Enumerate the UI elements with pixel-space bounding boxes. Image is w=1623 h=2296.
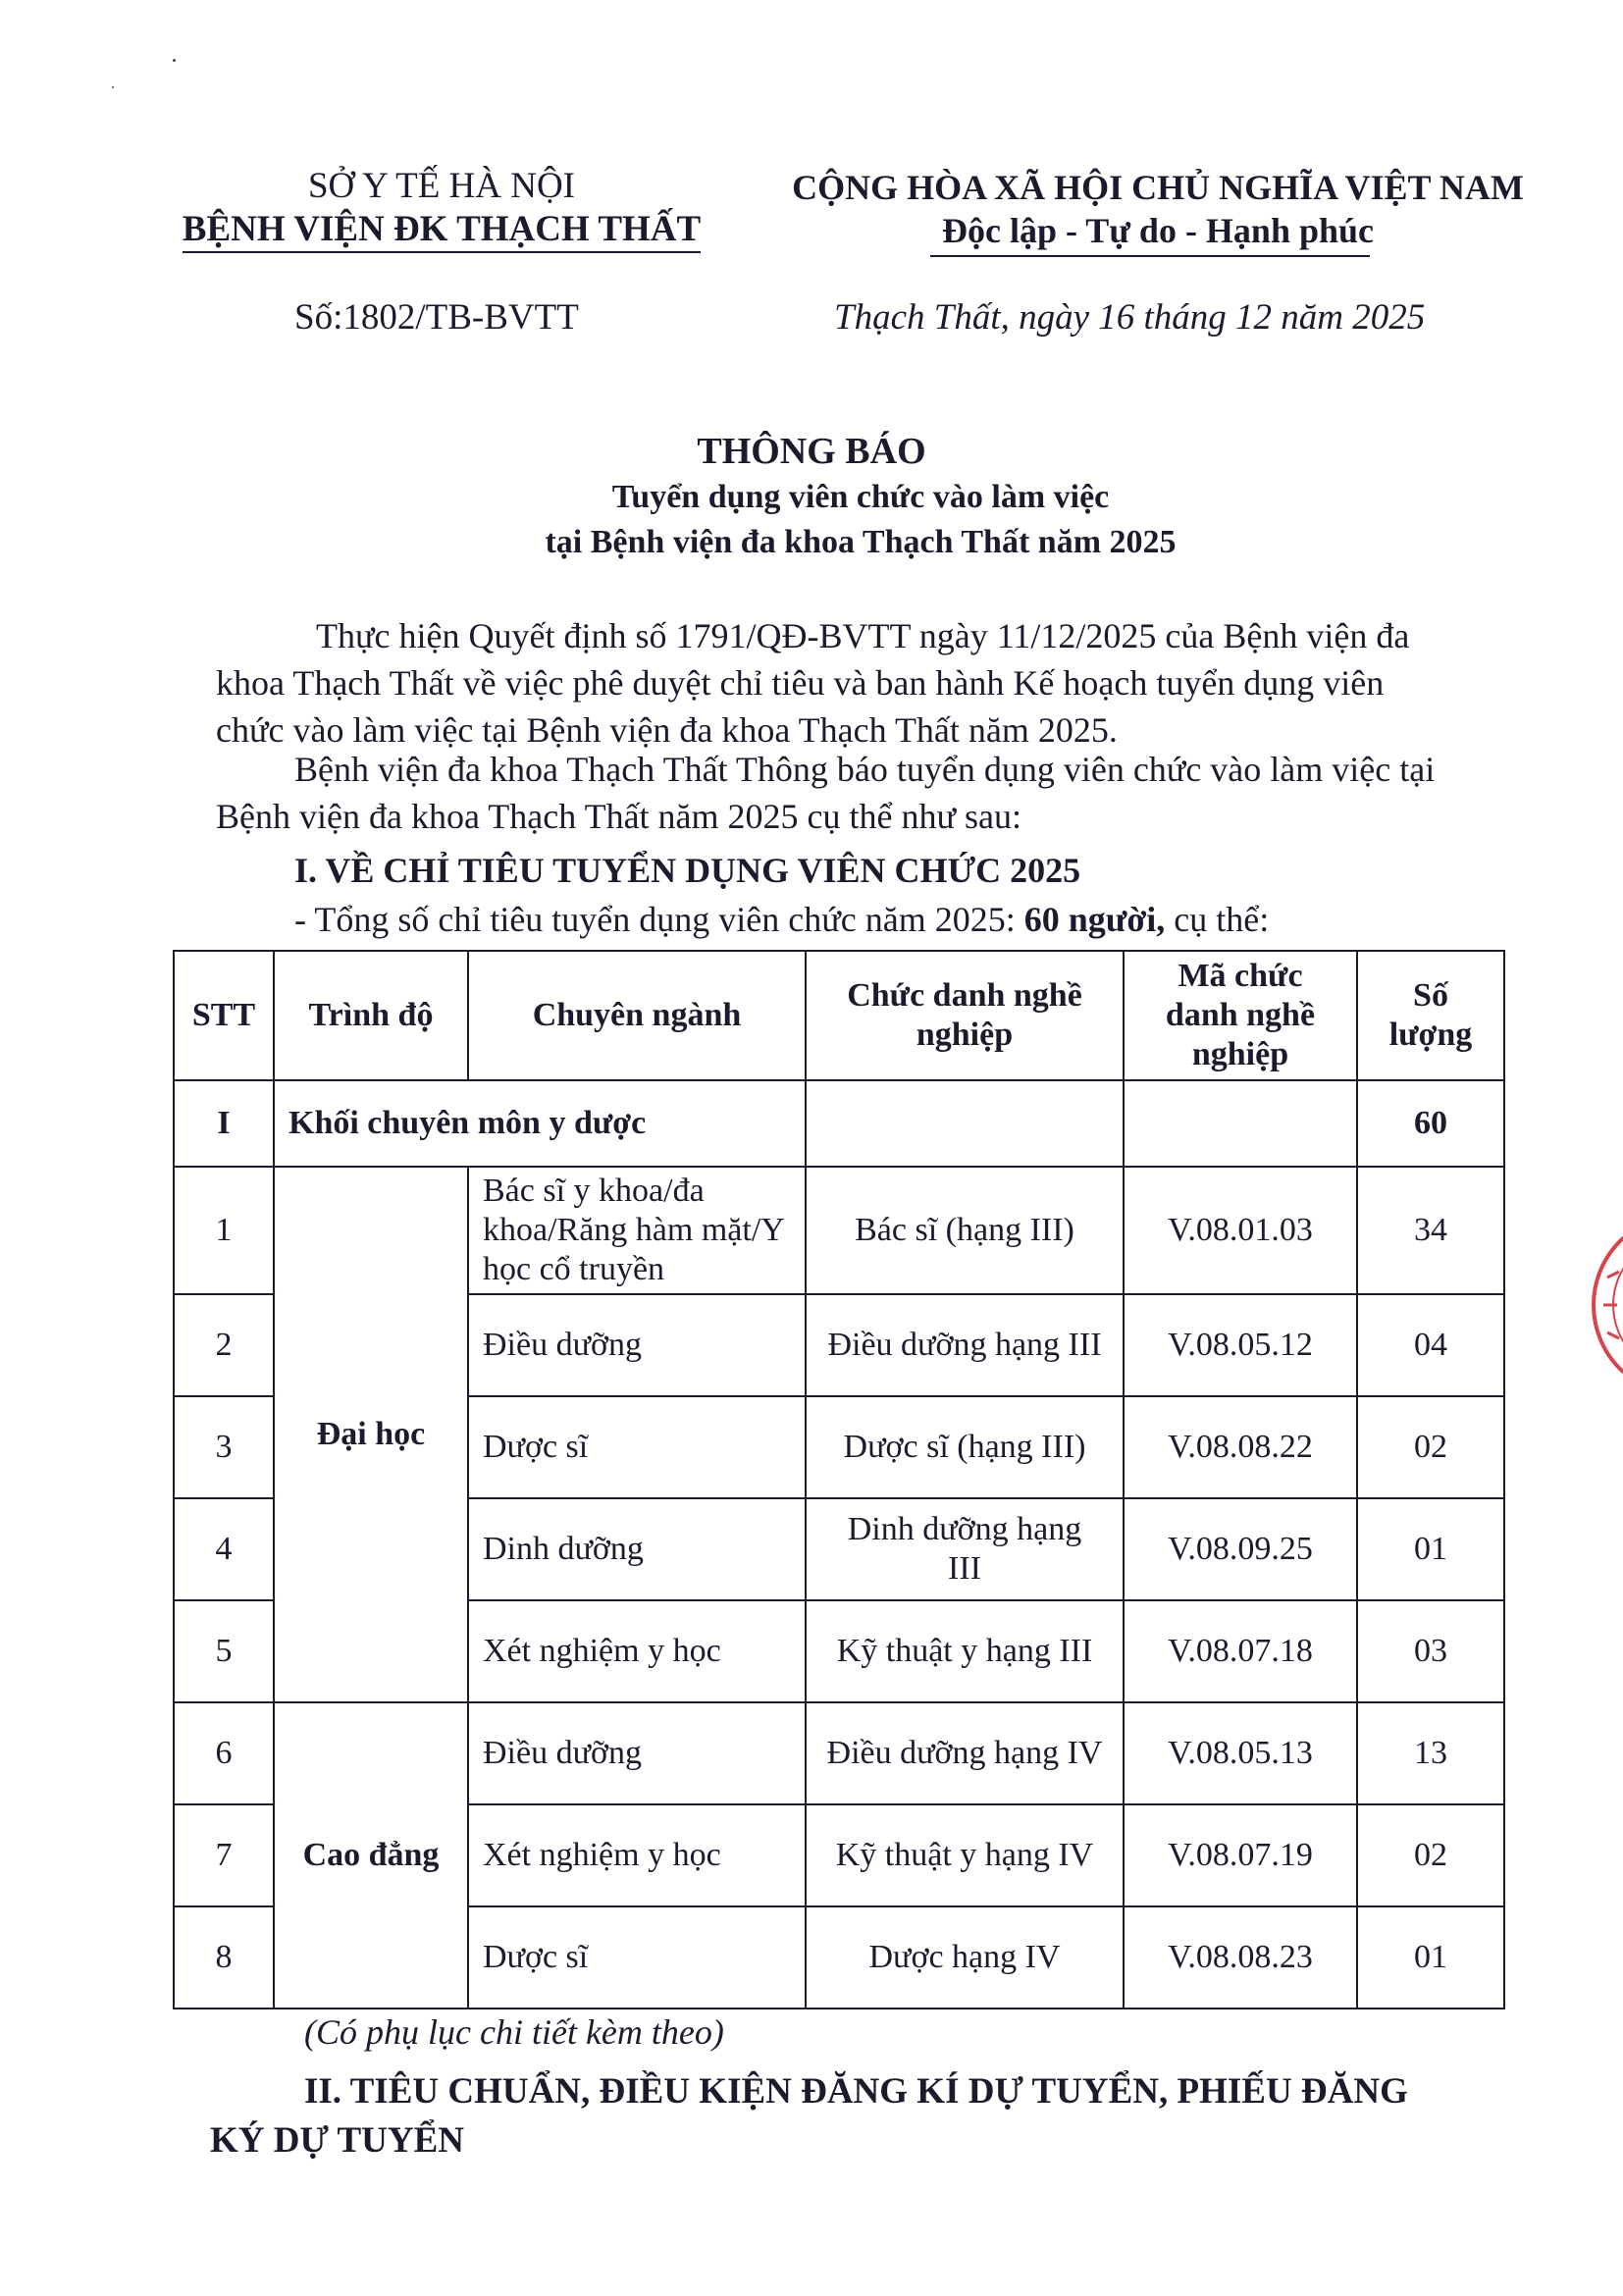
header-title-l1: Chức danh nghề xyxy=(847,977,1082,1014)
paragraph-2-line-2: Bệnh viện đa khoa Thạch Thất năm 2025 cụ thể như sau: xyxy=(216,797,1021,836)
total-prefix: - Tổng số chỉ tiêu tuyển dụng viên chức năm 2025: xyxy=(294,900,1024,939)
row-stt: 3 xyxy=(174,1396,274,1498)
scan-speck xyxy=(112,86,114,88)
row-stt: 1 xyxy=(174,1167,274,1294)
doc-subtitle-1: Tuyển dụng viên chức vào làm việc xyxy=(611,479,1110,515)
row-major: Điều dưỡng xyxy=(468,1294,806,1396)
group-code-empty xyxy=(1124,1080,1357,1167)
place-date: Thạch Thất, ngày 16 tháng 12 năm 2025 xyxy=(834,297,1426,338)
row-major: Xét nghiệm y học xyxy=(468,1600,806,1702)
org-line1: SỞ Y TẾ HÀ NỘI xyxy=(307,166,575,206)
total-suffix: cụ thể: xyxy=(1165,900,1270,939)
scan-speck xyxy=(173,59,176,62)
header-qty-l1: Số xyxy=(1413,977,1448,1014)
row-code: V.08.05.12 xyxy=(1124,1294,1357,1396)
header-major: Chuyên ngành xyxy=(468,951,806,1080)
row-title: Kỹ thuật y hạng III xyxy=(806,1600,1124,1702)
row-stt: 2 xyxy=(174,1294,274,1396)
row-title: Bác sĩ (hạng III) xyxy=(806,1167,1124,1294)
header-title-l2: nghiệp xyxy=(916,1017,1014,1053)
motto-underline xyxy=(930,255,1370,257)
row-stt: 7 xyxy=(174,1804,274,1906)
table-row xyxy=(174,1167,1504,1294)
row-title: Điều dưỡng hạng IV xyxy=(806,1702,1124,1804)
row-qty: 13 xyxy=(1357,1702,1504,1804)
header-qty-l2: lượng xyxy=(1388,1017,1473,1053)
recruitment-table xyxy=(173,950,1505,2009)
doc-title: THÔNG BÁO xyxy=(697,431,926,472)
table-row xyxy=(174,1702,1504,1804)
section-2-heading-line-2: KÝ DỰ TUYỂN xyxy=(210,2120,465,2161)
row-title: Điều dưỡng hạng III xyxy=(806,1294,1124,1396)
row-qty: 03 xyxy=(1357,1600,1504,1702)
row-major-l2: khoa/Răng hàm mặt/Y xyxy=(483,1212,785,1248)
group-stt: I xyxy=(174,1080,274,1167)
section-1-heading: I. VỀ CHỈ TIÊU TUYỂN DỤNG VIÊN CHỨC 2025 xyxy=(294,851,1081,890)
row-stt: 5 xyxy=(174,1600,274,1702)
row-title: Dược sĩ (hạng III) xyxy=(806,1396,1124,1498)
row-qty: 02 xyxy=(1357,1804,1504,1906)
row-stt: 6 xyxy=(174,1702,274,1804)
level-university: Đại học xyxy=(274,1167,468,1702)
row-major: Dược sĩ xyxy=(468,1906,806,2009)
row-qty: 02 xyxy=(1357,1396,1504,1498)
nation-line1: CỘNG HÒA XÃ HỘI CHỦ NGHĨA VIỆT NAM xyxy=(792,168,1524,207)
row-qty: 01 xyxy=(1357,1906,1504,2009)
org-line2 xyxy=(157,208,726,250)
paragraph-1-line-2: khoa Thạch Thất về việc phê duyệt chỉ tiêu và ban hành Kế hoạch tuyển dụng viên xyxy=(216,663,1385,703)
section-2-heading-line-1: II. TIÊU CHUẨN, ĐIỀU KIỆN ĐĂNG KÍ DỰ TUYỂN, PHIẾU ĐĂNG xyxy=(304,2071,1408,2112)
paragraph-1-line-1: Thực hiện Quyết định số 1791/QĐ-BVTT ngày 11/12/2025 của Bệnh viện đa xyxy=(316,616,1410,655)
table-group-row xyxy=(174,1080,1504,1167)
row-major: Dinh dưỡng xyxy=(468,1498,806,1600)
row-major-l1: Bác sĩ y khoa/đa xyxy=(483,1173,705,1209)
row-code: V.08.09.25 xyxy=(1124,1498,1357,1600)
row-major xyxy=(468,1167,806,1294)
org-name: BỆNH VIỆN ĐK THẠCH THẤT xyxy=(183,209,701,253)
stamp-fragment xyxy=(1576,1207,1623,1403)
row-title: Dược hạng IV xyxy=(806,1906,1124,2009)
group-qty: 60 xyxy=(1357,1080,1504,1167)
paragraph-1-line-3: chức vào làm việc tại Bệnh viện đa khoa Thạch Thất năm 2025. xyxy=(216,710,1118,750)
row-major: Điều dưỡng xyxy=(468,1702,806,1804)
row-title: Kỹ thuật y hạng IV xyxy=(806,1804,1124,1906)
nation-motto: Độc lập - Tự do - Hạnh phúc xyxy=(941,211,1375,250)
row-code: V.08.01.03 xyxy=(1124,1167,1357,1294)
row-title-l2: III xyxy=(948,1550,981,1587)
row-major-l3: học cổ truyền xyxy=(483,1251,665,1287)
row-code: V.08.08.23 xyxy=(1124,1906,1357,2009)
row-code: V.08.08.22 xyxy=(1124,1396,1357,1498)
header-code xyxy=(1124,951,1357,1080)
header-code-l1: Mã chức xyxy=(1178,958,1303,994)
group-title-empty xyxy=(806,1080,1124,1167)
row-stt: 8 xyxy=(174,1906,274,2009)
header-title xyxy=(806,951,1124,1080)
header-qty xyxy=(1357,951,1504,1080)
row-qty: 04 xyxy=(1357,1294,1504,1396)
row-qty: 01 xyxy=(1357,1498,1504,1600)
doc-number: Số:1802/TB-BVTT xyxy=(294,297,579,338)
header-code-l2: danh nghề xyxy=(1165,997,1316,1033)
header-level: Trình độ xyxy=(274,951,468,1080)
row-major: Dược sĩ xyxy=(468,1396,806,1498)
doc-subtitle-2: tại Bệnh viện đa khoa Thạch Thất năm 2025 xyxy=(545,524,1177,560)
level-college: Cao đẳng xyxy=(274,1702,468,2009)
total-quota xyxy=(294,899,1269,940)
row-major: Xét nghiệm y học xyxy=(468,1804,806,1906)
table-header-row xyxy=(174,951,1504,1080)
group-label: Khối chuyên môn y dược xyxy=(274,1080,806,1167)
appendix-note: (Có phụ lục chi tiết kèm theo) xyxy=(304,2012,724,2052)
header-code-l3: nghiệp xyxy=(1191,1036,1289,1072)
row-code: V.08.05.13 xyxy=(1124,1702,1357,1804)
row-title-l1: Dinh dưỡng hạng xyxy=(847,1511,1082,1547)
row-code: V.08.07.18 xyxy=(1124,1600,1357,1702)
row-title xyxy=(806,1498,1124,1600)
total-count: 60 người, xyxy=(1023,900,1166,939)
row-qty: 34 xyxy=(1357,1167,1504,1294)
paragraph-2-line-1: Bệnh viện đa khoa Thạch Thất Thông báo tuyển dụng viên chức vào làm việc tại xyxy=(294,750,1436,789)
row-stt: 4 xyxy=(174,1498,274,1600)
row-code: V.08.07.19 xyxy=(1124,1804,1357,1906)
header-stt: STT xyxy=(174,951,274,1080)
